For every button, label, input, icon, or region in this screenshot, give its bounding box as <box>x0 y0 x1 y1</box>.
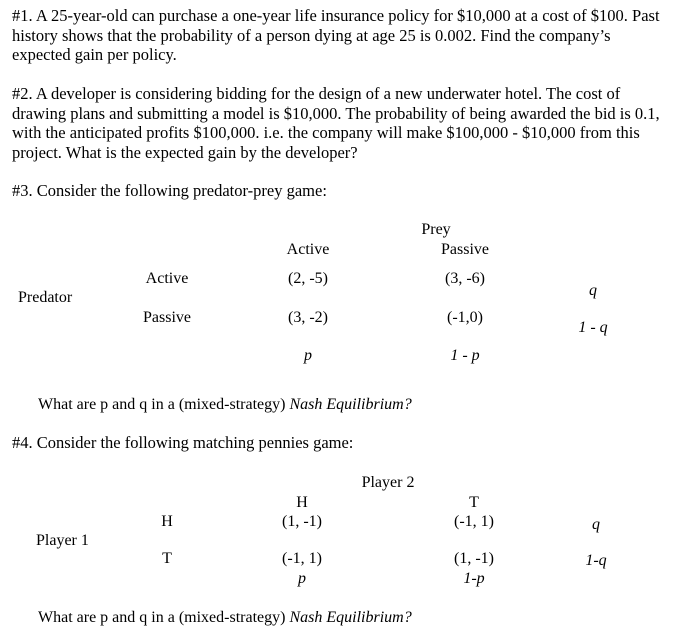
row-prob-q: q <box>592 516 600 533</box>
question-text: What are p and q in a (mixed-strategy) <box>38 396 290 413</box>
problem-3-question <box>38 396 412 414</box>
col-strategy-passive: Passive <box>441 241 489 258</box>
payoff-cell: (3, -6) <box>445 270 485 287</box>
payoff-cell: (1, -1) <box>454 550 494 567</box>
col-prob-1-minus-p: 1-p <box>463 570 485 587</box>
payoff-cell: (-1, 1) <box>454 513 494 530</box>
row-strategy-h: H <box>161 513 173 530</box>
row-player-label: Predator <box>18 289 73 306</box>
nash-equilibrium-term: Nash Equilibrium? <box>289 396 412 413</box>
col-player-label: Prey <box>421 221 451 238</box>
row-strategy-active: Active <box>145 270 189 287</box>
payoff-cell: (1, -1) <box>282 513 322 530</box>
row-strategy-t: T <box>162 550 172 567</box>
row-player-label: Player 1 <box>36 532 89 549</box>
problem-1-text: #1. A 25-year-old can purchase a one-year life insurance policy for $10,000 at a cost of $100. Past history shows that the probability of a person dying at age 25 is 0.002. Find the company’s expected gain per policy. <box>12 6 660 64</box>
col-prob-p: p <box>298 570 306 587</box>
problem-2-text: #2. A developer is considering bidding for the design of a new underwater hotel. The cost of drawing plans and submitting a model is $10,000. The probability of being awarded the bid is 0.1, with the anticipated profits $100,000. i.e. the company will make $100,000 - $10,000 from this project. What is the expected gain by the developer? <box>12 84 660 162</box>
problem-3-intro: #3. Consider the following predator-prey game: <box>12 181 327 200</box>
row-prob-1-minus-q: 1 - q <box>578 319 608 336</box>
col-player-label: Player 2 <box>361 474 415 491</box>
payoff-cell: (2, -5) <box>288 270 328 287</box>
col-strategy-active: Active <box>286 241 330 258</box>
payoff-cell: (-1, 1) <box>282 550 322 567</box>
payoff-cell: (3, -2) <box>288 309 328 326</box>
col-prob-p: p <box>304 347 312 364</box>
col-strategy-t: T <box>469 494 479 511</box>
nash-equilibrium-term: Nash Equilibrium? <box>289 609 412 626</box>
row-prob-q: q <box>589 282 597 299</box>
row-strategy-passive: Passive <box>143 309 191 326</box>
row-prob-1-minus-q: 1-q <box>585 552 607 569</box>
payoff-cell: (-1,0) <box>447 309 483 326</box>
col-strategy-h: H <box>296 494 308 511</box>
problem-4-intro: #4. Consider the following matching pennies game: <box>12 433 354 452</box>
problem-4-question <box>38 609 412 627</box>
question-text: What are p and q in a (mixed-strategy) <box>38 609 290 626</box>
col-prob-1-minus-p: 1 - p <box>450 347 480 364</box>
